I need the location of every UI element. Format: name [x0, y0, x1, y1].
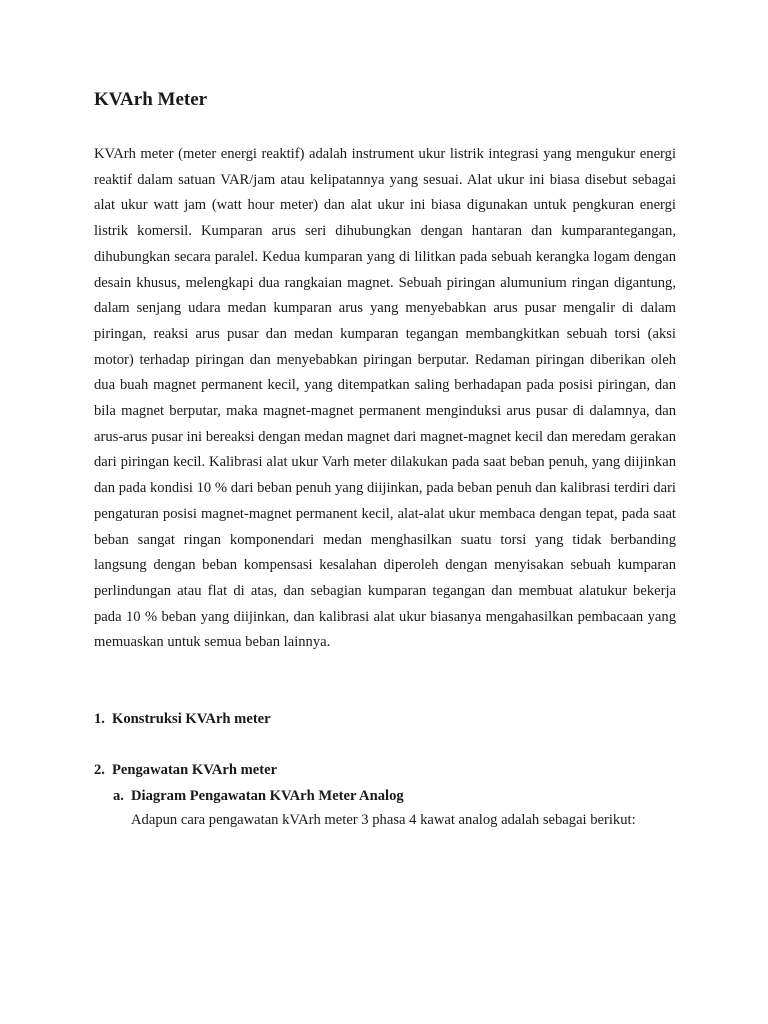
section-title: Pengawatan KVArh meter: [112, 762, 278, 778]
subsection-intro-text: Adapun cara pengawatan kVArh meter 3 phasa 4 kawat analog adalah sebagai berikut:: [131, 812, 636, 828]
subsection-letter: a.: [113, 788, 124, 804]
document-title: KVArh Meter: [94, 89, 208, 110]
section-title: Konstruksi KVArh meter: [112, 711, 271, 727]
subsection-title: Diagram Pengawatan KVArh Meter Analog: [131, 788, 404, 804]
subsection-heading-diagram: [113, 786, 404, 806]
section-heading-pengawatan: [94, 760, 277, 780]
section-number: 2.: [94, 762, 105, 778]
intro-paragraph: KVArh meter (meter energi reaktif) adalah instrument ukur listrik integrasi yang mengukur energi reaktif dalam satuan VAR/jam atau kelipatannya yang sesuai. Alat ukur ini biasa disebut sebagai alat ukur watt jam (watt hour meter) dan alat ukur ini biasa digunakan untuk pengkuran energi listrik komersil. Kumparan arus seri dihubungkan dengan hantaran dan kumparantegangan, dihubungkan secara paralel. Kedua kumparan yang di lilitkan pada sebuah kerangka logam dengan desain khusus, melengkapi dua rangkaian magnet. Sebuah piringan alumunium ringan digantung, dalam senjang udara medan kumparan arus yang menyebabkan arus pusar mengalir di dalam piringan, reaksi arus pusar dan medan kumparan tegangan membangkitkan sebuah torsi (aksi motor) terhadap piringan dan menyebabkan piringan berputar. Redaman piringan diberikan oleh dua buah magnet permanent kecil, yang ditempatkan saling berhadapan pada posisi piringan, dan bila magnet berputar, maka magnet-magnet permanent menginduksi arus pusar di dalamnya, dan arus-arus pusar ini bereaksi dengan medan magnet dari magnet-magnet kecil dan meredam gerakan dari piringan kecil. Kalibrasi alat ukur Varh meter dilakukan pada saat beban penuh, yang diijinkan dan pada kondisi 10 % dari beban penuh yang diijinkan, pada beban penuh dan kalibrasi terdiri dari pengaturan posisi magnet-magnet permanent kecil, alat-alat ukur membaca dengan tepat, pada saat beban sangat ringan komponendari medan menghasilkan suatu torsi yang tidak berbanding langsung dengan beban kompensasi kesalahan diperoleh dengan menyisakan sebuah kumparan perlindungan atau flat di atas, dan sebagian kumparan tegangan dan membuat alatukur bekerja pada 10 % beban yang diijinkan, dan kalibrasi alat ukur biasanya mengahasilkan pembacaan yang memuaskan untuk semua beban lainnya.: [94, 146, 676, 651]
section-heading-konstruksi: [94, 709, 271, 729]
section-number: 1.: [94, 711, 105, 727]
